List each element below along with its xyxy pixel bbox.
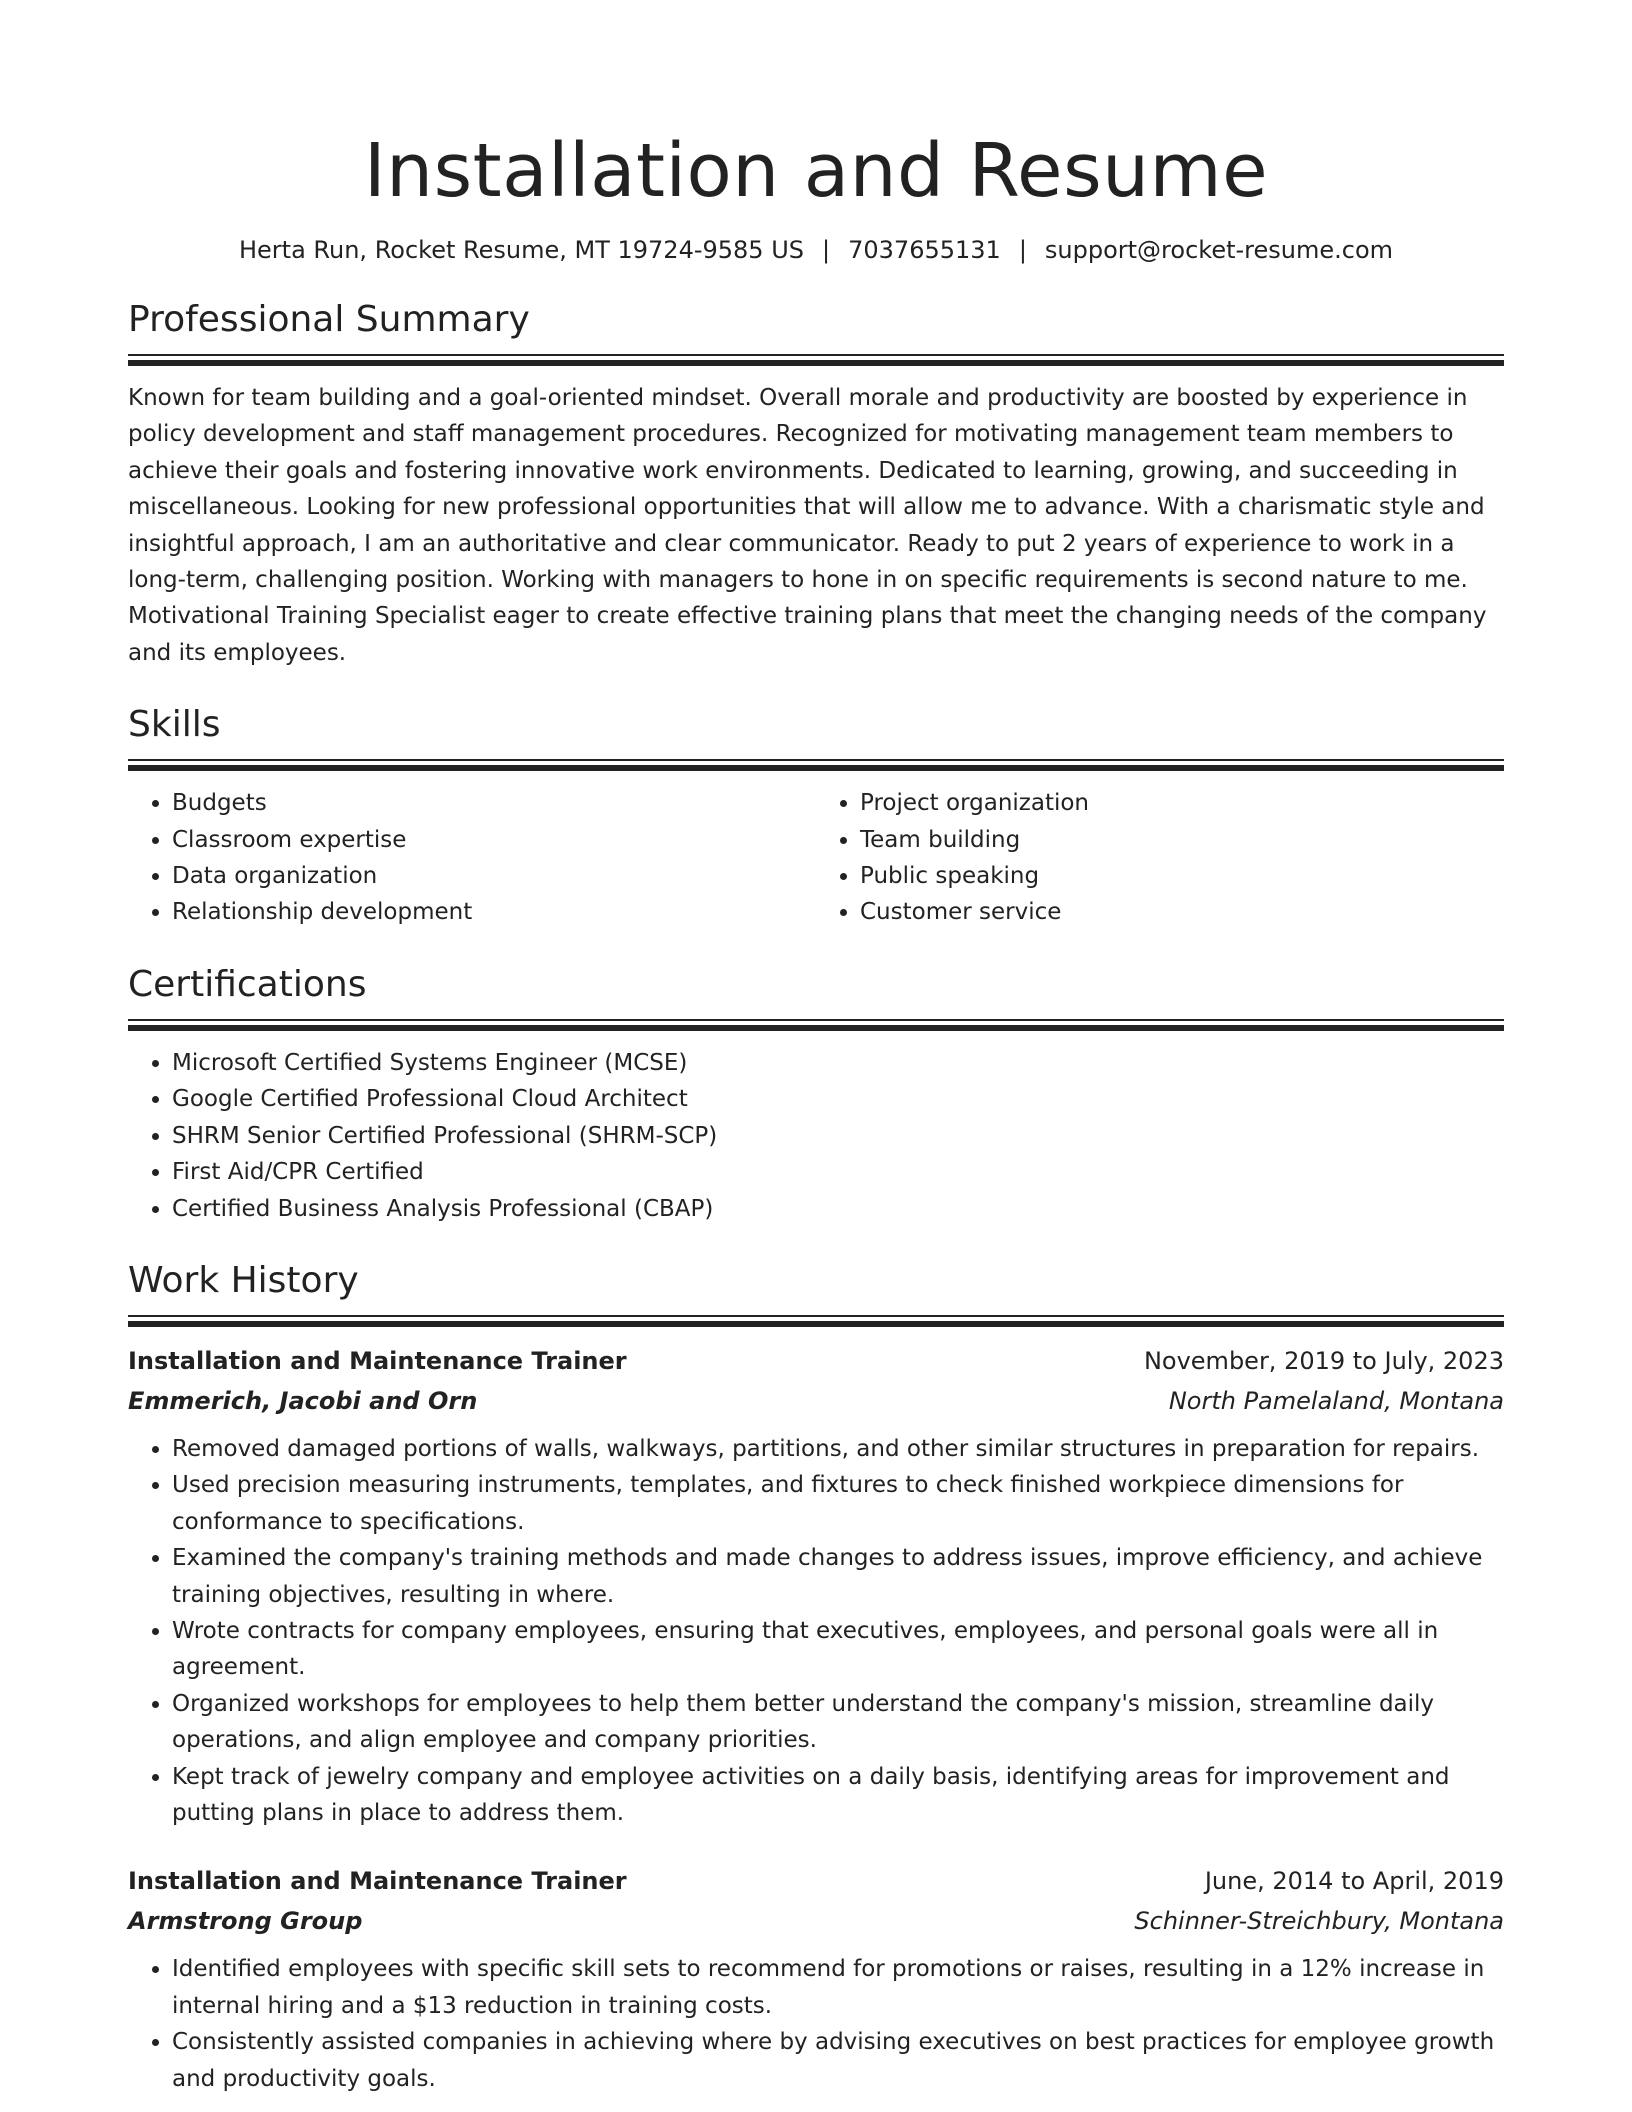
job-bullet: • Organized workshops for employees to help them better understand the company's mission, streamline daily operations, and align employee and company priorities. xyxy=(172,1686,1504,1759)
skill-item: • Customer service xyxy=(860,894,1504,930)
resume-name: Installation and Resume xyxy=(363,128,1269,214)
skills-heading: Skills xyxy=(128,704,221,746)
section-divider xyxy=(128,1019,1504,1031)
summary-text: Known for team building and a goal-oriented mindset. Overall morale and productivity are boosted by experience in policy development and staff management procedures. Recognized for motivating management team members to achieve their goals and fostering innovative work environments. Dedicated to learning, growing, and succeeding in miscellaneous. Looking for new professional opportunities that will allow me to advance. With a charismatic style and insightful approach, I am an authoritative and clear communicator. Ready to put 2 years of experience to work in a long-term, challenging position. Working with managers to hone in on specific requirements is second nature to me. Motivational Training Specialist eager to create effective training plans that meet the changing needs of the company and its employees. xyxy=(128,385,1487,666)
job-bullet: • Consistently assisted companies in achieving where by advising executives on best practices for employee growth and productivity goals. xyxy=(172,2024,1504,2097)
job-bullet: • Removed damaged portions of walls, walkways, partitions, and other similar structures in preparation for repairs. xyxy=(172,1431,1504,1467)
job-bullet: • Kept track of jewelry company and employee activities on a daily basis, identifying areas for improvement and putting plans in place to address them. xyxy=(172,1759,1504,1832)
job-subheader-row xyxy=(128,1901,1504,1941)
certification-item: • Certified Business Analysis Professional (CBAP) xyxy=(172,1191,1504,1227)
skill-item: • Team building xyxy=(860,822,1504,858)
job-header-row xyxy=(128,1861,1504,1901)
summary-heading: Professional Summary xyxy=(128,299,530,340)
job-subheader-row xyxy=(128,1381,1504,1421)
job-bullet: • Identified employees with specific skill sets to recommend for promotions or raises, resulting in a 12% increase in internal hiring and a $13 reduction in training costs. xyxy=(172,1951,1504,2024)
work-history-section xyxy=(128,1257,1504,2097)
skills-list-left xyxy=(128,785,816,931)
resume-page xyxy=(128,0,1504,2097)
section-divider xyxy=(128,354,1504,366)
job-bullet: • Wrote contracts for company employees, ensuring that executives, employees, and personal goals were all in agreement. xyxy=(172,1613,1504,1686)
job-title: Installation and Maintenance Trainer xyxy=(128,1346,627,1375)
job-bullet: • Examined the company's training methods and made changes to address issues, improve efficiency, and achieve training objectives, resulting in where. xyxy=(172,1540,1504,1613)
skills-section xyxy=(128,701,1504,931)
job-bullet: • Used precision measuring instruments, templates, and fixtures to check finished workpiece dimensions for conformance to specifications. xyxy=(172,1467,1504,1540)
certification-item: • Microsoft Certified Systems Engineer (MCSE) xyxy=(172,1045,1504,1081)
skills-grid xyxy=(128,785,1504,931)
job-bullets xyxy=(128,1431,1504,1831)
contact-separator: | xyxy=(822,236,831,264)
contact-line xyxy=(128,234,1504,266)
job-dates: November, 2019 to July, 2023 xyxy=(1143,1346,1504,1375)
section-divider xyxy=(128,759,1504,771)
contact-address: Herta Run, Rocket Resume, MT 19724-9585 US xyxy=(238,236,805,264)
certifications-heading: Certifications xyxy=(128,963,367,1005)
skill-item: • Classroom expertise xyxy=(172,822,816,858)
skill-item: • Budgets xyxy=(172,785,816,821)
job-entry xyxy=(128,1861,1504,2097)
skill-item: • Project organization xyxy=(860,785,1504,821)
section-divider xyxy=(128,1315,1504,1327)
job-title: Installation and Maintenance Trainer xyxy=(128,1867,627,1896)
job-entry xyxy=(128,1341,1504,1831)
job-company: Emmerich, Jacobi and Orn xyxy=(128,1386,478,1415)
job-header-row xyxy=(128,1341,1504,1381)
skill-item: • Relationship development xyxy=(172,894,816,930)
contact-email: support@rocket-resume.com xyxy=(1044,236,1393,264)
contact-separator: | xyxy=(1018,236,1027,264)
job-dates: June, 2014 to April, 2019 xyxy=(1204,1867,1504,1896)
skills-list-right xyxy=(816,785,1504,931)
job-company: Armstrong Group xyxy=(128,1907,363,1936)
job-location: North Pamelaland, Montana xyxy=(1168,1386,1504,1415)
skill-item: • Public speaking xyxy=(860,858,1504,894)
contact-phone: 7037655131 xyxy=(848,236,1001,264)
skill-item: • Data organization xyxy=(172,858,816,894)
job-location: Schinner-Streichbury, Montana xyxy=(1134,1907,1504,1936)
work-history-heading: Work History xyxy=(128,1259,359,1301)
job-bullets xyxy=(128,1951,1504,2097)
certifications-list xyxy=(128,1045,1504,1227)
certification-item: • Google Certified Professional Cloud Architect xyxy=(172,1081,1504,1117)
summary-section xyxy=(128,296,1504,671)
certification-item: • First Aid/CPR Certified xyxy=(172,1154,1504,1190)
certifications-section xyxy=(128,961,1504,1227)
certification-item: • SHRM Senior Certified Professional (SHRM-SCP) xyxy=(172,1118,1504,1154)
